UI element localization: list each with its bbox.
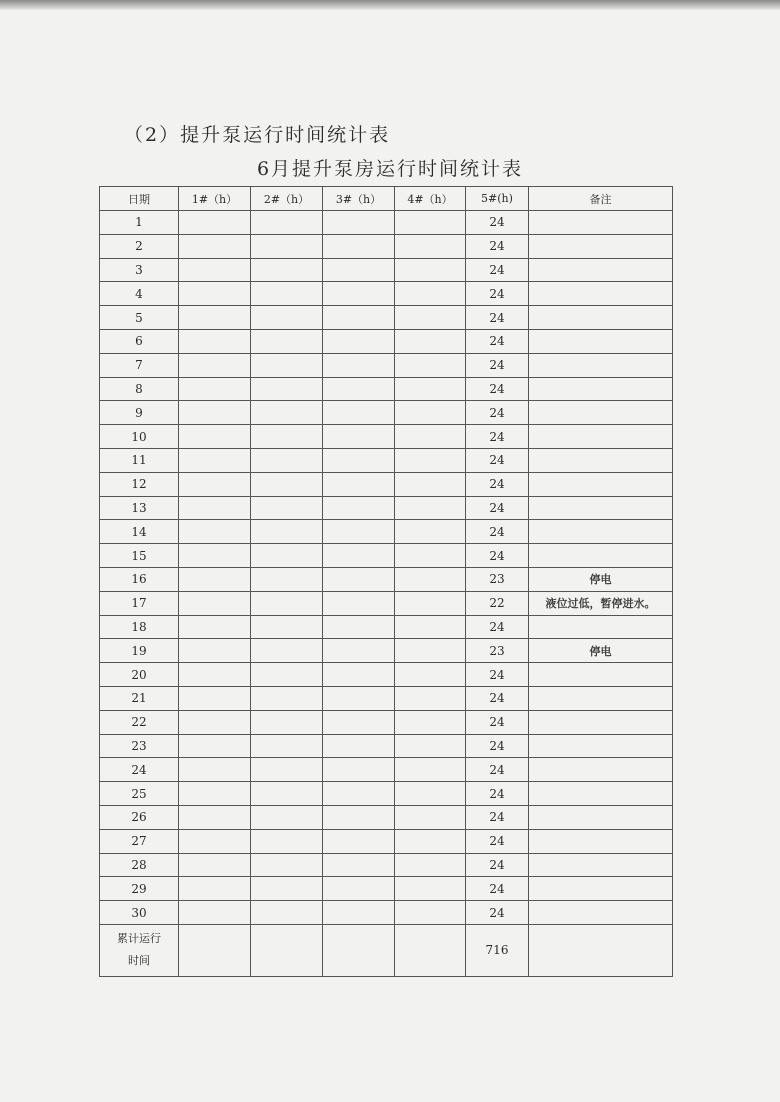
day-cell: 26 <box>100 805 179 829</box>
day-cell: 1 <box>100 211 179 235</box>
pump5-cell: 24 <box>466 544 529 568</box>
pump3-cell <box>323 425 395 449</box>
pump4-cell <box>395 258 466 282</box>
pump3-cell <box>323 639 395 663</box>
header-date: 日期 <box>100 187 179 211</box>
total-remark <box>529 924 673 976</box>
pump5-cell: 24 <box>466 472 529 496</box>
remark-cell <box>529 520 673 544</box>
table-row <box>100 567 673 591</box>
pump3-cell <box>323 710 395 734</box>
pump2-cell <box>251 591 323 615</box>
total-row <box>100 924 673 976</box>
header-pump3: 3#（h） <box>323 187 395 211</box>
pump4-cell <box>395 353 466 377</box>
pump3-cell <box>323 496 395 520</box>
pump4-cell <box>395 377 466 401</box>
pump4-cell <box>395 591 466 615</box>
pump2-cell <box>251 258 323 282</box>
pump2-cell <box>251 425 323 449</box>
pump4-cell <box>395 496 466 520</box>
pump2-cell <box>251 829 323 853</box>
pump2-cell <box>251 567 323 591</box>
total-label-line2: 时间 <box>128 954 150 968</box>
pump2-cell <box>251 710 323 734</box>
day-cell: 19 <box>100 639 179 663</box>
day-cell: 6 <box>100 329 179 353</box>
total-label-line1: 累计运行 <box>117 932 161 946</box>
total-label <box>100 924 179 976</box>
pump3-cell <box>323 282 395 306</box>
pump5-cell: 24 <box>466 877 529 901</box>
pump1-cell <box>179 591 251 615</box>
table-row <box>100 234 673 258</box>
day-cell: 22 <box>100 710 179 734</box>
day-cell: 21 <box>100 686 179 710</box>
remark-cell <box>529 829 673 853</box>
pump1-cell <box>179 710 251 734</box>
pump1-cell <box>179 805 251 829</box>
pump1-cell <box>179 306 251 330</box>
table-row <box>100 496 673 520</box>
pump3-cell <box>323 663 395 687</box>
pump2-cell <box>251 758 323 782</box>
pump1-cell <box>179 496 251 520</box>
pump2-cell <box>251 544 323 568</box>
pump3-cell <box>323 734 395 758</box>
day-cell: 28 <box>100 853 179 877</box>
pump1-cell <box>179 639 251 663</box>
remark-cell <box>529 353 673 377</box>
pump4-cell <box>395 211 466 235</box>
pump1-cell <box>179 686 251 710</box>
pump3-cell <box>323 401 395 425</box>
table-row <box>100 472 673 496</box>
pump5-cell: 24 <box>466 496 529 520</box>
pump5-cell: 24 <box>466 734 529 758</box>
table-row <box>100 758 673 782</box>
pump2-cell <box>251 211 323 235</box>
pump1-cell <box>179 448 251 472</box>
pump1-cell <box>179 877 251 901</box>
pump5-cell: 24 <box>466 829 529 853</box>
day-cell: 24 <box>100 758 179 782</box>
table-row <box>100 686 673 710</box>
table-row <box>100 710 673 734</box>
pump1-cell <box>179 829 251 853</box>
pump4-cell <box>395 805 466 829</box>
remark-cell <box>529 329 673 353</box>
pump1-cell <box>179 377 251 401</box>
table-row <box>100 615 673 639</box>
day-cell: 20 <box>100 663 179 687</box>
pump4-cell <box>395 329 466 353</box>
pump5-cell: 24 <box>466 758 529 782</box>
day-cell: 11 <box>100 448 179 472</box>
pump1-cell <box>179 401 251 425</box>
pump1-cell <box>179 663 251 687</box>
day-cell: 13 <box>100 496 179 520</box>
pump3-cell <box>323 758 395 782</box>
day-cell: 25 <box>100 782 179 806</box>
pump2-cell <box>251 329 323 353</box>
pump2-cell <box>251 496 323 520</box>
pump1-cell <box>179 472 251 496</box>
pump1-cell <box>179 258 251 282</box>
pump4-cell <box>395 567 466 591</box>
pump4-cell <box>395 425 466 449</box>
pump4-cell <box>395 734 466 758</box>
remark-cell <box>529 258 673 282</box>
pump5-cell: 24 <box>466 258 529 282</box>
pump2-cell <box>251 448 323 472</box>
pump2-cell <box>251 353 323 377</box>
remark-cell <box>529 448 673 472</box>
pump4-cell <box>395 686 466 710</box>
remark-cell <box>529 425 673 449</box>
pump2-cell <box>251 472 323 496</box>
pump4-cell <box>395 448 466 472</box>
remark-cell <box>529 306 673 330</box>
pump1-cell <box>179 615 251 639</box>
table-row <box>100 448 673 472</box>
pump1-cell <box>179 425 251 449</box>
pump4-cell <box>395 544 466 568</box>
pump4-cell <box>395 520 466 544</box>
pump3-cell <box>323 829 395 853</box>
pump3-cell <box>323 686 395 710</box>
pump5-cell: 24 <box>466 329 529 353</box>
day-cell: 2 <box>100 234 179 258</box>
day-cell: 23 <box>100 734 179 758</box>
table-row <box>100 639 673 663</box>
pump5-cell: 24 <box>466 282 529 306</box>
day-cell: 17 <box>100 591 179 615</box>
pump3-cell <box>323 306 395 330</box>
total-pump3 <box>323 924 395 976</box>
remark-cell <box>529 782 673 806</box>
pump5-cell: 24 <box>466 686 529 710</box>
day-cell: 27 <box>100 829 179 853</box>
header-pump1: 1#（h） <box>179 187 251 211</box>
pump5-cell: 24 <box>466 805 529 829</box>
remark-cell <box>529 758 673 782</box>
remark-cell <box>529 377 673 401</box>
pump2-cell <box>251 782 323 806</box>
total-pump2 <box>251 924 323 976</box>
pump4-cell <box>395 663 466 687</box>
remark-cell <box>529 710 673 734</box>
remark-cell <box>529 663 673 687</box>
table-row <box>100 306 673 330</box>
pump5-cell: 24 <box>466 782 529 806</box>
remark-cell <box>529 472 673 496</box>
remark-cell <box>529 401 673 425</box>
pump4-cell <box>395 234 466 258</box>
pump3-cell <box>323 615 395 639</box>
day-cell: 15 <box>100 544 179 568</box>
pump3-cell <box>323 353 395 377</box>
table-row <box>100 282 673 306</box>
pump2-cell <box>251 615 323 639</box>
pump3-cell <box>323 329 395 353</box>
remark-cell <box>529 877 673 901</box>
header-row <box>100 187 673 211</box>
pump3-cell <box>323 805 395 829</box>
pump5-cell: 24 <box>466 615 529 639</box>
table-row <box>100 782 673 806</box>
pump4-cell <box>395 901 466 925</box>
remark-cell <box>529 734 673 758</box>
pump5-cell: 24 <box>466 306 529 330</box>
pump5-cell: 24 <box>466 401 529 425</box>
header-pump4: 4#（h） <box>395 187 466 211</box>
day-cell: 3 <box>100 258 179 282</box>
day-cell: 8 <box>100 377 179 401</box>
pump2-cell <box>251 306 323 330</box>
pump5-cell: 23 <box>466 639 529 663</box>
pump5-cell: 24 <box>466 663 529 687</box>
header-pump2: 2#（h） <box>251 187 323 211</box>
day-cell: 14 <box>100 520 179 544</box>
day-cell: 30 <box>100 901 179 925</box>
remark-cell: 液位过低，暂停进水。 <box>529 591 673 615</box>
pump1-cell <box>179 782 251 806</box>
day-cell: 5 <box>100 306 179 330</box>
pump4-cell <box>395 877 466 901</box>
pump4-cell <box>395 401 466 425</box>
pump3-cell <box>323 591 395 615</box>
table-row <box>100 877 673 901</box>
pump1-cell <box>179 734 251 758</box>
day-cell: 12 <box>100 472 179 496</box>
pump3-cell <box>323 472 395 496</box>
header-pump5: 5#(h) <box>466 187 529 211</box>
remark-cell <box>529 234 673 258</box>
pump2-cell <box>251 853 323 877</box>
total-pump1 <box>179 924 251 976</box>
pump3-cell <box>323 877 395 901</box>
table-row <box>100 544 673 568</box>
pump5-cell: 24 <box>466 710 529 734</box>
pump4-cell <box>395 472 466 496</box>
pump1-cell <box>179 567 251 591</box>
table-row <box>100 805 673 829</box>
pump4-cell <box>395 710 466 734</box>
pump3-cell <box>323 258 395 282</box>
pump3-cell <box>323 377 395 401</box>
pump1-cell <box>179 282 251 306</box>
pump4-cell <box>395 853 466 877</box>
remark-cell <box>529 615 673 639</box>
pump1-cell <box>179 520 251 544</box>
table-row <box>100 901 673 925</box>
pump2-cell <box>251 901 323 925</box>
remark-cell <box>529 544 673 568</box>
table-row <box>100 829 673 853</box>
pump1-cell <box>179 211 251 235</box>
pump4-cell <box>395 306 466 330</box>
pump2-cell <box>251 877 323 901</box>
pump3-cell <box>323 782 395 806</box>
pump3-cell <box>323 448 395 472</box>
day-cell: 7 <box>100 353 179 377</box>
pump1-cell <box>179 853 251 877</box>
pump5-cell: 22 <box>466 591 529 615</box>
pump1-cell <box>179 329 251 353</box>
remark-cell <box>529 211 673 235</box>
pump3-cell <box>323 234 395 258</box>
remark-cell <box>529 686 673 710</box>
day-cell: 16 <box>100 567 179 591</box>
pump4-cell <box>395 282 466 306</box>
pump5-cell: 24 <box>466 377 529 401</box>
table-row <box>100 853 673 877</box>
pump5-cell: 24 <box>466 211 529 235</box>
pump2-cell <box>251 377 323 401</box>
remark-cell <box>529 805 673 829</box>
pump1-cell <box>179 758 251 782</box>
pump3-cell <box>323 901 395 925</box>
table-row <box>100 520 673 544</box>
pump4-cell <box>395 782 466 806</box>
pump2-cell <box>251 401 323 425</box>
table-row <box>100 211 673 235</box>
remark-cell: 停电 <box>529 567 673 591</box>
pump2-cell <box>251 805 323 829</box>
day-cell: 29 <box>100 877 179 901</box>
remark-cell <box>529 901 673 925</box>
day-cell: 18 <box>100 615 179 639</box>
remark-cell <box>529 496 673 520</box>
table-title: 6月提升泵房运行时间统计表 <box>256 158 524 180</box>
pump1-cell <box>179 544 251 568</box>
remark-cell <box>529 282 673 306</box>
table-row <box>100 663 673 687</box>
total-pump5: 716 <box>466 924 529 976</box>
section-heading: （2）提升泵运行时间统计表 <box>124 124 391 146</box>
table-row <box>100 591 673 615</box>
pump-runtime-table <box>99 186 673 977</box>
scan-top-edge <box>0 0 780 10</box>
table-row <box>100 401 673 425</box>
pump5-cell: 24 <box>466 234 529 258</box>
pump2-cell <box>251 734 323 758</box>
pump3-cell <box>323 853 395 877</box>
total-pump4 <box>395 924 466 976</box>
remark-cell <box>529 853 673 877</box>
pump4-cell <box>395 639 466 663</box>
pump3-cell <box>323 567 395 591</box>
table-row <box>100 258 673 282</box>
table-row <box>100 734 673 758</box>
pump2-cell <box>251 520 323 544</box>
pump5-cell: 24 <box>466 448 529 472</box>
pump1-cell <box>179 901 251 925</box>
pump5-cell: 23 <box>466 567 529 591</box>
day-cell: 4 <box>100 282 179 306</box>
pump5-cell: 24 <box>466 853 529 877</box>
pump2-cell <box>251 686 323 710</box>
pump2-cell <box>251 663 323 687</box>
header-remark: 备注 <box>529 187 673 211</box>
pump3-cell <box>323 211 395 235</box>
table-row <box>100 425 673 449</box>
pump4-cell <box>395 615 466 639</box>
day-cell: 10 <box>100 425 179 449</box>
table-row <box>100 329 673 353</box>
remark-cell: 停电 <box>529 639 673 663</box>
pump5-cell: 24 <box>466 353 529 377</box>
pump2-cell <box>251 282 323 306</box>
pump5-cell: 24 <box>466 520 529 544</box>
day-cell: 9 <box>100 401 179 425</box>
table-row <box>100 353 673 377</box>
pump4-cell <box>395 829 466 853</box>
pump1-cell <box>179 234 251 258</box>
pump1-cell <box>179 353 251 377</box>
pump3-cell <box>323 544 395 568</box>
pump5-cell: 24 <box>466 425 529 449</box>
pump3-cell <box>323 520 395 544</box>
pump2-cell <box>251 639 323 663</box>
pump2-cell <box>251 234 323 258</box>
pump4-cell <box>395 758 466 782</box>
table-row <box>100 377 673 401</box>
pump5-cell: 24 <box>466 901 529 925</box>
